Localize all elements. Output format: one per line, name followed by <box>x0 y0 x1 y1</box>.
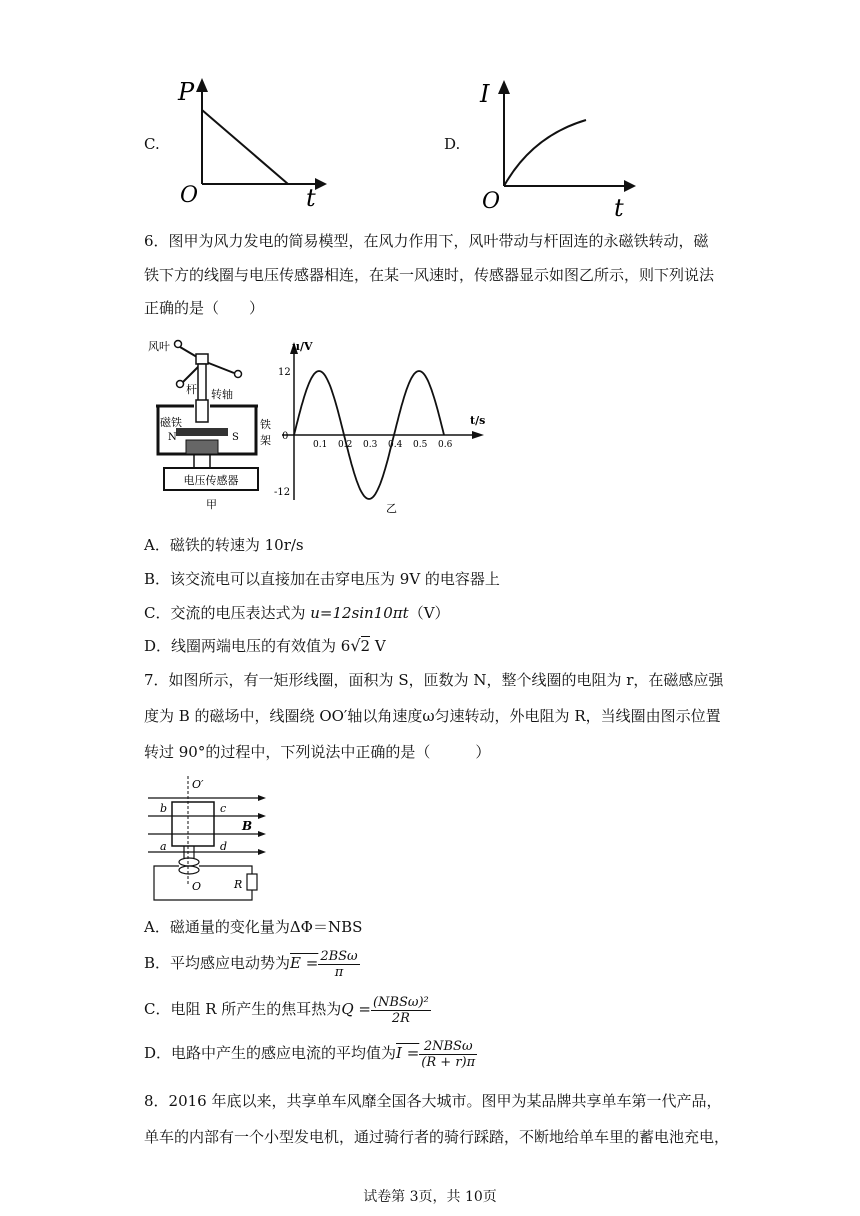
lhs-i: I = <box>396 1044 420 1062</box>
y-axis-arrow <box>498 80 510 94</box>
option-text: C．电阻 R 所产生的焦耳热为 <box>144 1000 342 1018</box>
q7-stem-line-1: 7．如图所示，有一矩形线圈，面积为 S，匝数为 N，整个线圈的电阻为 r，在磁感应强 <box>144 671 724 689</box>
fraction <box>419 1039 477 1070</box>
q7-option-a[interactable]: A．磁通量的变化量为ΔΦ＝NBS <box>144 918 363 936</box>
q6-option-c[interactable] <box>144 603 450 623</box>
label-fengye: 风叶 <box>148 340 170 353</box>
graph-c-p-t <box>170 72 330 212</box>
x-axis-arrow <box>315 178 327 190</box>
caption-jia: 甲 <box>206 498 217 511</box>
denominator: 2R <box>391 1010 410 1026</box>
x-axis-label: t <box>306 184 316 212</box>
q7-option-b[interactable] <box>144 947 360 980</box>
blade <box>206 362 234 373</box>
origin-label: O <box>482 189 501 214</box>
sqrt-radicand: 2 <box>360 637 371 655</box>
sqrt-icon: √ <box>350 636 361 655</box>
option-unit: （V） <box>408 604 450 622</box>
label-d: d <box>220 840 228 853</box>
figure-q7-coil <box>148 776 268 904</box>
figure-jia-wind-generator <box>146 336 276 512</box>
numerator: 2BSω <box>320 948 358 964</box>
y-tick-label: 12 <box>278 367 291 378</box>
x-tick-label: 0.2 <box>338 440 353 450</box>
x-axis-arrow <box>472 431 484 439</box>
option-text: D．电路中产生的感应电流的平均值为 <box>144 1044 397 1062</box>
fraction <box>371 995 431 1026</box>
option-d-label[interactable]: D. <box>444 135 461 153</box>
blade-tip <box>177 381 184 388</box>
label-citie: 磁铁 <box>160 416 182 429</box>
label-field-b: B <box>242 819 253 833</box>
label-n-pole: N <box>168 432 177 443</box>
field-arrow <box>258 831 266 837</box>
label-tie: 铁 <box>260 418 271 431</box>
q7-stem-line-2: 度为 B 的磁场中，线圈绕 OO′轴以角速度ω匀速转动，外电阻为 R，当线圈由图示位置 <box>144 707 721 725</box>
label-resistor-r: R <box>234 878 243 891</box>
hub <box>196 354 208 364</box>
q7-stem-line-3: 转过 90°的过程中，下列说法中正确的是（ ） <box>144 743 491 761</box>
numerator: (NBSω)² <box>372 994 429 1010</box>
label-o-prime: O′ <box>192 778 204 791</box>
magnet <box>176 428 228 436</box>
x-tick-label: 0.6 <box>438 440 453 450</box>
bearing <box>196 400 208 422</box>
figure-yi-voltage-chart <box>274 336 504 516</box>
label-jia: 架 <box>260 434 271 447</box>
lhs-e: E = <box>290 954 319 972</box>
graph-d-i-t <box>474 74 644 224</box>
coil <box>186 440 218 454</box>
q6-option-d[interactable] <box>144 636 386 656</box>
y-axis-label: u/V <box>292 340 313 353</box>
y-tick-label: 0 <box>282 431 289 442</box>
slip-ring <box>179 866 199 874</box>
label-b: b <box>160 802 168 815</box>
x-tick-label: 0.1 <box>313 440 328 450</box>
option-c-label[interactable]: C. <box>144 135 160 153</box>
q6-stem-line-2: 铁下方的线圈与电压传感器相连，在某一风速时，传感器显示如图乙所示，则下列说法 <box>144 266 715 284</box>
q6-stem-line-1: 6．图甲为风力发电的简易模型，在风力作用下，风叶带动与杆固连的永磁铁转动，磁 <box>144 232 709 250</box>
lhs-q: Q = <box>341 1000 371 1018</box>
slip-ring <box>179 858 199 866</box>
y-axis-arrow <box>196 78 208 92</box>
label-a: a <box>160 840 167 853</box>
rectangular-coil <box>172 802 214 846</box>
x-tick-label: 0.4 <box>388 440 403 450</box>
q6-stem-line-3: 正确的是（ ） <box>144 299 265 317</box>
page-footer: 试卷第 3页，共 10页 <box>363 1189 497 1205</box>
q7-option-d[interactable] <box>144 1037 477 1070</box>
blade-tip <box>235 371 242 378</box>
q8-stem-line-1: 8．2016 年底以来，共享单车风靡全国各大城市。图甲为某品牌共享单车第一代产品， <box>144 1092 722 1110</box>
x-tick-label: 0.5 <box>413 440 428 450</box>
y-axis-label: I <box>480 80 490 108</box>
label-sensor: 电压传感器 <box>183 474 239 487</box>
denominator: (R + r)π <box>421 1054 476 1070</box>
resistor <box>247 874 257 890</box>
x-tick-label: 0.3 <box>363 440 378 450</box>
denominator: π <box>334 964 344 980</box>
x-axis-arrow <box>624 180 636 192</box>
field-arrow <box>258 813 266 819</box>
voltage-formula: u=12sin10πt <box>310 604 409 622</box>
label-zhuanzhou: 转轴 <box>211 388 233 401</box>
y-axis-label: P <box>178 78 195 106</box>
q7-option-c[interactable] <box>144 993 431 1026</box>
numerator: 2NBSω <box>419 1039 477 1055</box>
x-axis-label: t <box>614 194 624 222</box>
option-text: C．交流的电压表达式为 <box>144 604 311 622</box>
label-o: O <box>192 880 202 893</box>
q6-option-a[interactable]: A．磁铁的转速为 10r/s <box>144 536 304 554</box>
option-unit: V <box>370 637 386 655</box>
y-tick-label: -12 <box>274 487 291 498</box>
label-gan: 杆 <box>186 383 197 396</box>
option-text: D．线圈两端电压的有效值为 6 <box>144 637 351 655</box>
x-axis-label: t/s <box>470 414 486 427</box>
field-arrow <box>258 795 266 801</box>
p-t-line <box>202 110 288 184</box>
option-text: B．平均感应电动势为 <box>144 954 291 972</box>
fraction <box>318 949 359 980</box>
q6-option-b[interactable]: B．该交流电可以直接加在击穿电压为 9V 的电容器上 <box>144 570 500 588</box>
label-c: c <box>220 802 227 815</box>
q8-stem-line-2: 单车的内部有一个小型发电机，通过骑行者的骑行踩踏，不断地给单车里的蓄电池充电， <box>144 1128 730 1146</box>
field-arrow <box>258 849 266 855</box>
i-t-curve <box>504 120 586 186</box>
label-s-pole: S <box>232 432 239 443</box>
origin-label: O <box>180 183 199 208</box>
caption-yi: 乙 <box>386 502 397 515</box>
